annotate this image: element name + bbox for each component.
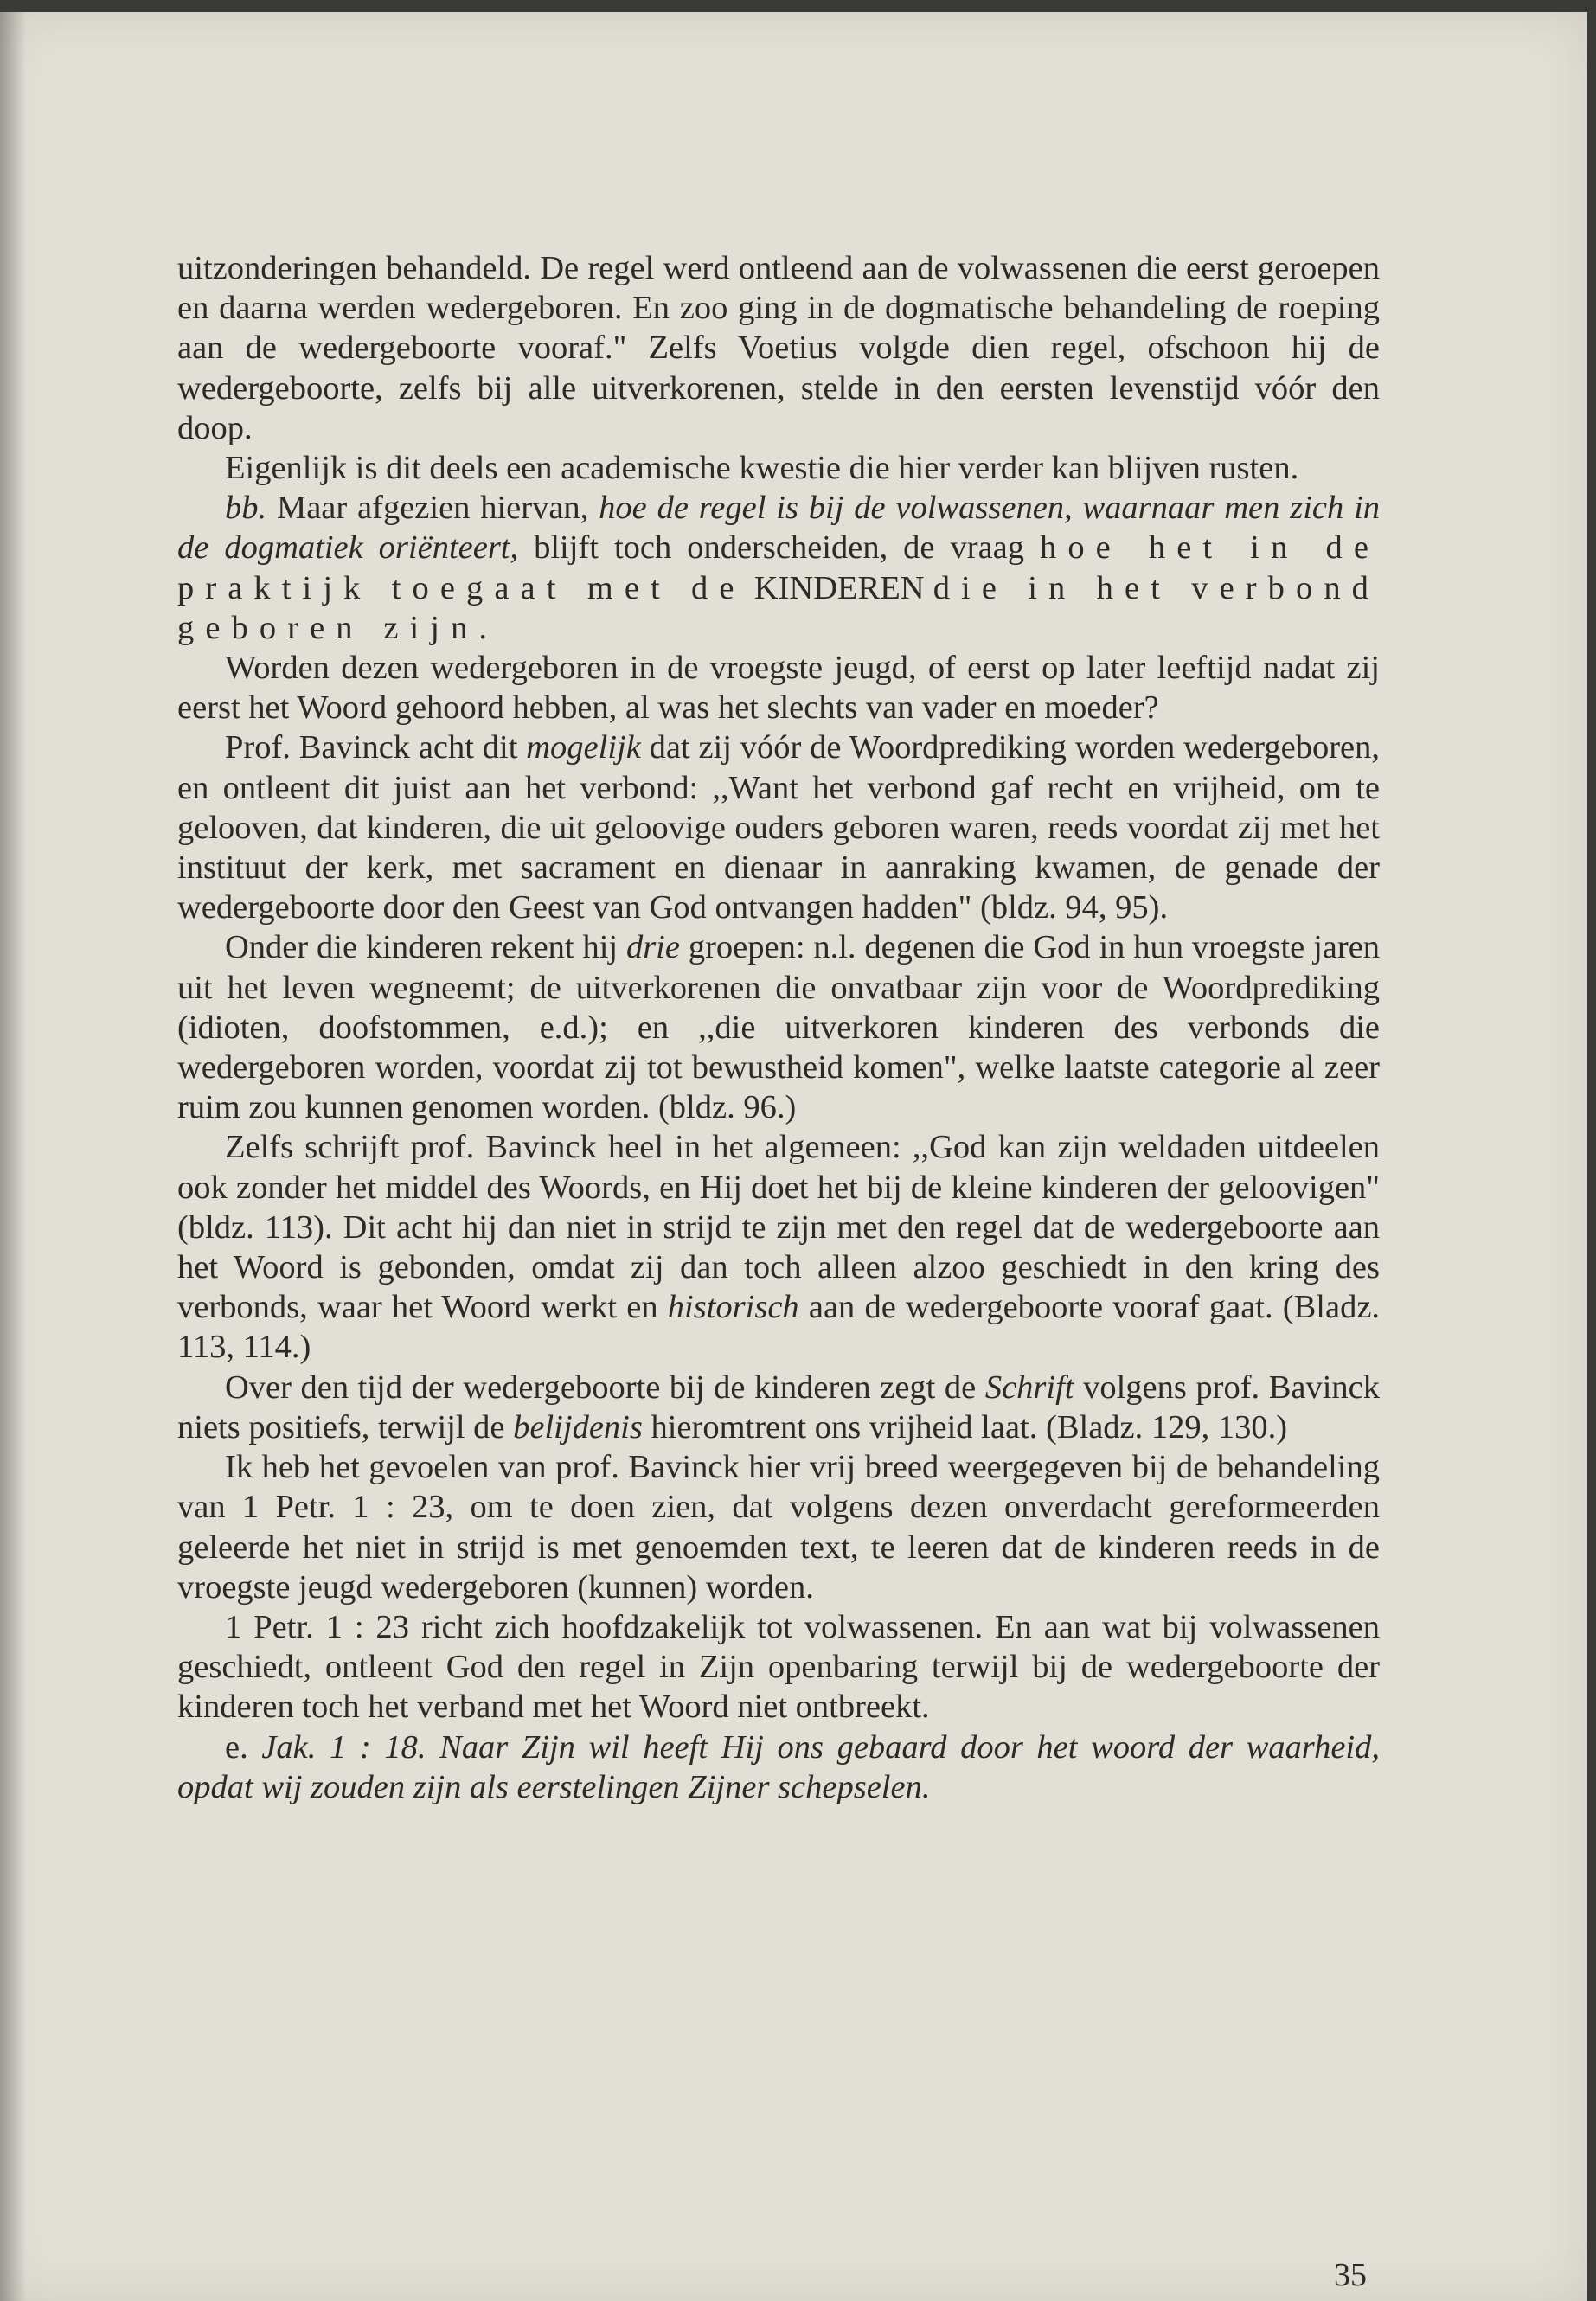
emphasis: belijdenis bbox=[513, 1408, 643, 1445]
spaced-emphasis: die in het verbond geboren zijn. bbox=[177, 569, 1381, 646]
scripture-quote: Jak. 1 : 18. Naar Zijn wil heeft Hij ons gebaard door het woord der waarheid, opdat wij zouden zijn als eerstelingen Zijner schepselen. bbox=[177, 1728, 1381, 1805]
paragraph-9: Ik heb het gevoelen van prof. Bavinck hier vrij breed weergegeven bij de behandeling van 1 Petr. 1 : 23, om te doen zien, dat volgens dezen onverdacht gereformeerden geleerde het niet in strijd is met genoemden text, te leeren dat de kinderen reeds in de vroegste jeugd wedergeboren (kunnen) worden. bbox=[177, 1449, 1380, 1606]
paragraph-3: bb. Maar afgezien hiervan, hoe de regel is bij de volwassenen, waarnaar men zich in de dogmatiek oriënteert, blijft toch onderscheiden, de vraag hoe het in de praktijk toegaat met de KINDEREN die in het verbond geboren zijn. bbox=[177, 490, 1381, 646]
kinderen-caps: KINDEREN bbox=[753, 569, 925, 606]
paragraph-11 bbox=[177, 1727, 1380, 1807]
page-number: 35 bbox=[1334, 2257, 1367, 2293]
paragraph-1: uitzonderingen behandeld. De regel werd ontleend aan de volwassenen die eerst geroepen en daarna werden wedergeboren. En zoo ging in de dogmatische behandeling de roeping aan de wedergeboorte vooraf." Zelfs Voetius volgde dien regel, ofschoon hij de wedergeboorte, zelfs bij alle uitverkorenen, stelde in den eersten levenstijd vóór den doop. bbox=[177, 250, 1380, 446]
emphasis: historisch bbox=[667, 1289, 799, 1326]
emphasis: drie bbox=[625, 929, 680, 966]
paragraph-4: Worden dezen wedergeboren in de vroegste jeugd, of eerst op later leeftijd nadat zij eerst het Woord gehoord hebben, al was het slechts van vader en moeder? bbox=[177, 650, 1380, 727]
paragraph-7: Zelfs schrijft prof. Bavinck heel in het algemeen: ,,God kan zijn weldaden uitdeelen ook zonder het middel des Woords, en Hij doet het bij de kleine kinderen der geloovigen" (bldz. 113). Dit acht hij dan niet in strijd te zijn met den regel dat de wedergeboorte aan het Woord is gebonden, omdat zij dan toch alleen alzoo geschiedt in den kring des verbonds, waar het Woord werkt en historisch aan de wedergeboorte vooraf gaat. (Bladz. 113, 114.) bbox=[177, 1129, 1381, 1366]
body-text bbox=[177, 248, 1380, 1807]
paragraph-2: Eigenlijk is dit deels een academische kwestie die hier verder kan blijven rusten. bbox=[225, 450, 1299, 487]
paragraph-8: Over den tijd der wedergeboorte bij de kinderen zegt de Schrift volgens prof. Bavinck niets positiefs, terwijl de belijdenis hieromtrent ons vrijheid laat. (Bladz. 129, 130.) bbox=[177, 1368, 1381, 1445]
section-label-bb: bb. bbox=[225, 490, 267, 527]
emphasis: Schrift bbox=[984, 1368, 1074, 1406]
spine-shadow bbox=[0, 12, 26, 2301]
spaced-emphasis: hoe het in de praktijk toegaat met de bbox=[177, 529, 1381, 606]
section-label-e: e. bbox=[225, 1728, 248, 1766]
paragraph-10: 1 Petr. 1 : 23 richt zich hoofdzakelijk tot volwassenen. En aan wat bij volwassenen geschiedt, ontleent God den regel in Zijn openbaring terwijl bij de wedergeboorte der kinderen toch het verband met het Woord niet ontbreekt. bbox=[177, 1608, 1380, 1726]
emphasis: mogelijk bbox=[526, 729, 641, 766]
paragraph-5: Prof. Bavinck acht dit mogelijk dat zij vóór de Woordprediking worden wedergeboren, en ontleent dit juist aan het verbond: ,,Want het verbond gaf recht en vrijheid, om te gelooven, dat kinderen, die uit geloovige ouders geboren waren, reeds voordat zij met het instituut der kerk, met sacrament en dienaar in aanraking kwamen, de genade der wedergeboorte door den Geest van God ontvangen hadden" (bldz. 94, 95). bbox=[177, 729, 1381, 926]
paragraph-6: Onder die kinderen rekent hij drie groepen: n.l. degenen die God in hun vroegste jaren uit het leven wegneemt; de uitverkorenen die onvatbaar zijn voor de Woordprediking (idioten, doofstommen, e.d.); en ,,die uitverkoren kinderen des verbonds die wedergeboren worden, voordat zij tot bewustheid komen", welke laatste categorie al zeer ruim zou kunnen genomen worden. (bldz. 96.) bbox=[177, 929, 1381, 1126]
emphasis: hoe de regel is bij de volwassenen, waarnaar men zich in de dogmatiek oriënteert, bbox=[177, 490, 1381, 567]
